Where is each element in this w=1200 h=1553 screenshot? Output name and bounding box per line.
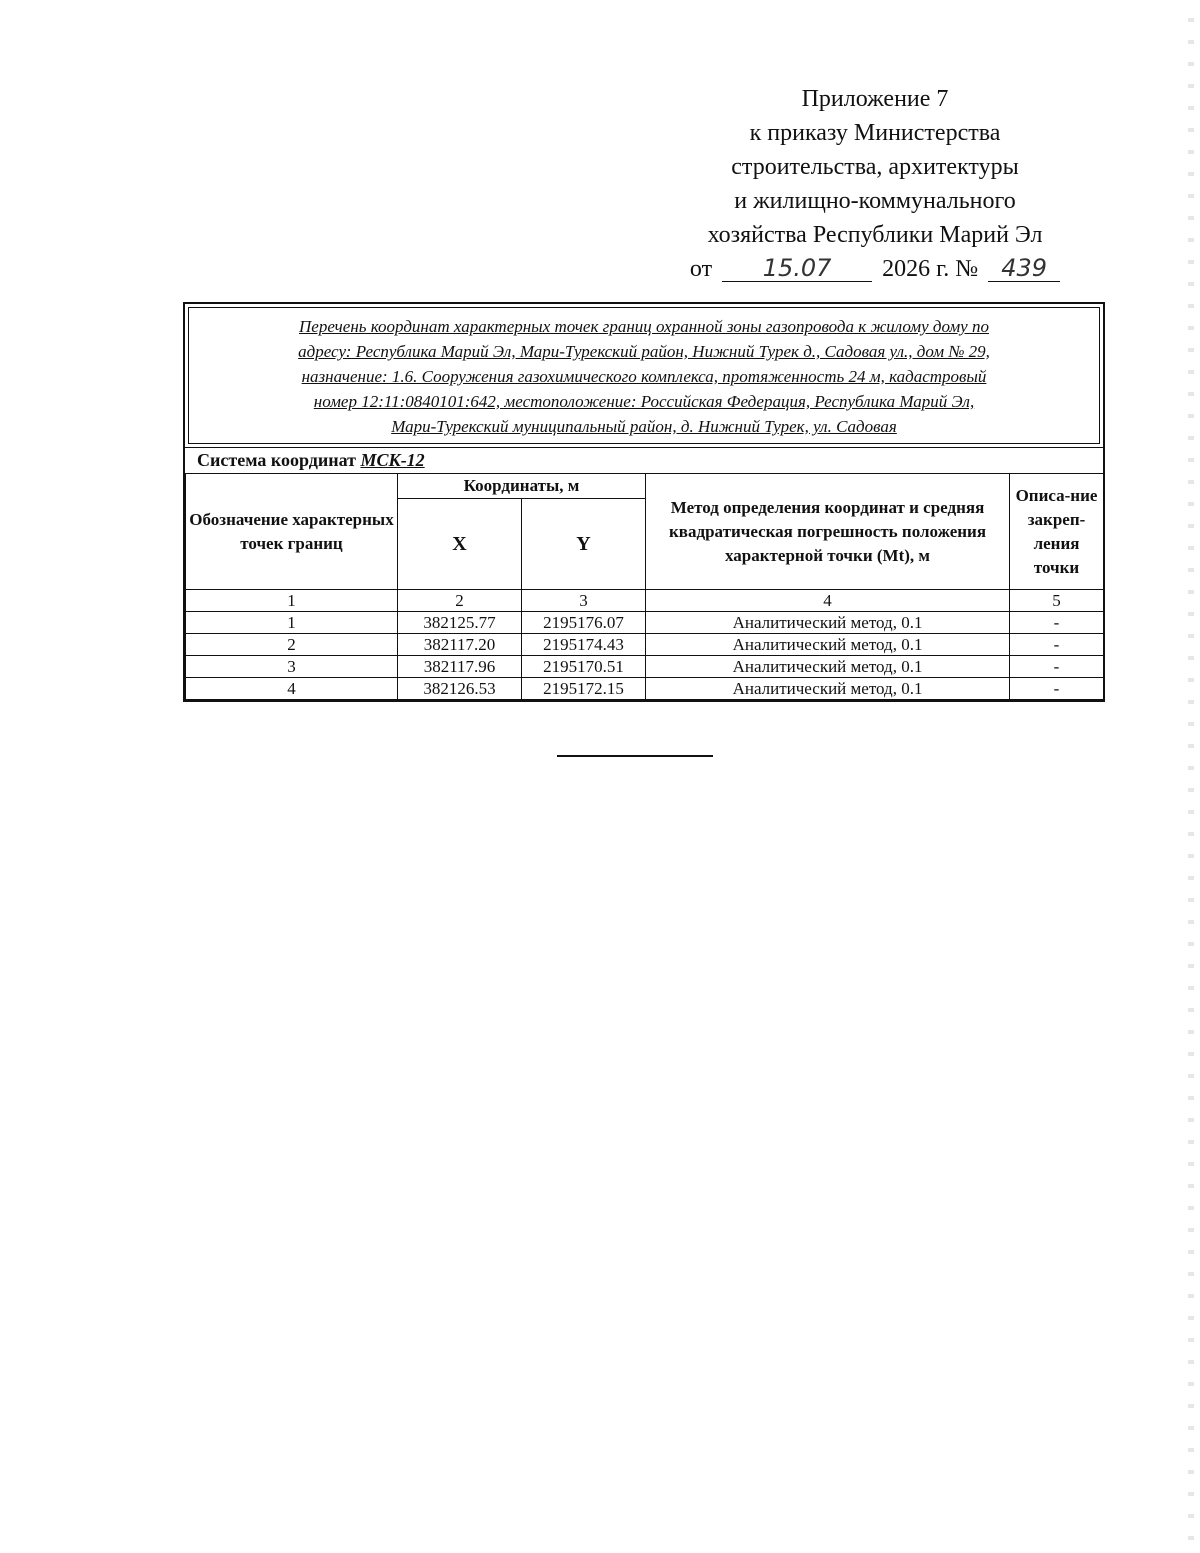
cell-x: 382125.77 <box>398 612 522 634</box>
appendix-line: хозяйства Республики Марий Эл <box>707 222 1043 248</box>
table-caption <box>188 307 1100 444</box>
coordinates-sheet <box>183 302 1105 702</box>
column-number: 3 <box>522 590 646 612</box>
table-row <box>186 678 1104 700</box>
crs-label: Система координат <box>197 450 356 470</box>
order-date-line <box>640 252 1110 286</box>
column-number-row <box>186 590 1104 612</box>
cell-method: Аналитический метод, 0.1 <box>646 656 1010 678</box>
header-y: Y <box>522 499 646 590</box>
date-prefix: от <box>689 256 713 282</box>
coordinate-system <box>185 447 1103 473</box>
column-number: 5 <box>1010 590 1104 612</box>
cell-method: Аналитический метод, 0.1 <box>646 634 1010 656</box>
cell-y: 2195172.15 <box>522 678 646 700</box>
cell-point: 2 <box>186 634 398 656</box>
cell-y: 2195170.51 <box>522 656 646 678</box>
caption-line: Мари-Турекский муниципальный район, д. Нижний Турек, ул. Садовая <box>391 417 897 436</box>
coordinates-table <box>185 473 1104 700</box>
header-description: Описа-ние закреп-ления точки <box>1010 474 1104 590</box>
cell-y: 2195174.43 <box>522 634 646 656</box>
appendix-header <box>640 82 1110 286</box>
table-row <box>186 634 1104 656</box>
cell-description: - <box>1010 634 1104 656</box>
header-designation: Обозначение характерных точек границ <box>186 474 398 590</box>
header-x: X <box>398 499 522 590</box>
appendix-line: строительства, архитектуры <box>731 154 1019 180</box>
handwritten-date: 15.07 <box>722 255 872 282</box>
handwritten-order-number: 439 <box>988 255 1060 282</box>
column-number: 2 <box>398 590 522 612</box>
caption-line: номер 12:11:0840101:642, местоположение: Российская Федерация, Республика Марий Эл, <box>313 392 975 411</box>
table-row <box>186 612 1104 634</box>
table-row <box>186 656 1104 678</box>
appendix-line: Приложение 7 <box>801 86 949 112</box>
cell-y: 2195176.07 <box>522 612 646 634</box>
header-row <box>186 474 1104 499</box>
cell-point: 3 <box>186 656 398 678</box>
appendix-line: к приказу Министерства <box>749 120 1001 146</box>
closing-separator-line <box>557 755 713 757</box>
cell-description: - <box>1010 656 1104 678</box>
header-coordinates: Координаты, м <box>398 474 646 499</box>
column-number: 4 <box>646 590 1010 612</box>
header-method: Метод определения координат и средняя квадратическая погрешность положения характерной точки (Mt), м <box>646 474 1010 590</box>
scan-edge-artifact <box>1188 0 1194 1553</box>
cell-x: 382117.96 <box>398 656 522 678</box>
crs-value: МСК-12 <box>360 450 425 470</box>
cell-x: 382117.20 <box>398 634 522 656</box>
caption-line: адресу: Республика Марий Эл, Мари-Турекский район, Нижний Турек д., Садовая ул., дом № 29, <box>298 342 990 361</box>
column-number: 1 <box>186 590 398 612</box>
year-text: 2026 г. № <box>882 256 979 282</box>
cell-x: 382126.53 <box>398 678 522 700</box>
cell-description: - <box>1010 612 1104 634</box>
cell-point: 1 <box>186 612 398 634</box>
cell-method: Аналитический метод, 0.1 <box>646 678 1010 700</box>
cell-description: - <box>1010 678 1104 700</box>
caption-line: назначение: 1.6. Сооружения газохимического комплекса, протяженность 24 м, кадастровый <box>301 367 987 386</box>
caption-line: Перечень координат характерных точек границ охранной зоны газопровода к жилому дому по <box>299 317 989 336</box>
appendix-line: и жилищно-коммунального <box>734 188 1016 214</box>
cell-point: 4 <box>186 678 398 700</box>
cell-method: Аналитический метод, 0.1 <box>646 612 1010 634</box>
